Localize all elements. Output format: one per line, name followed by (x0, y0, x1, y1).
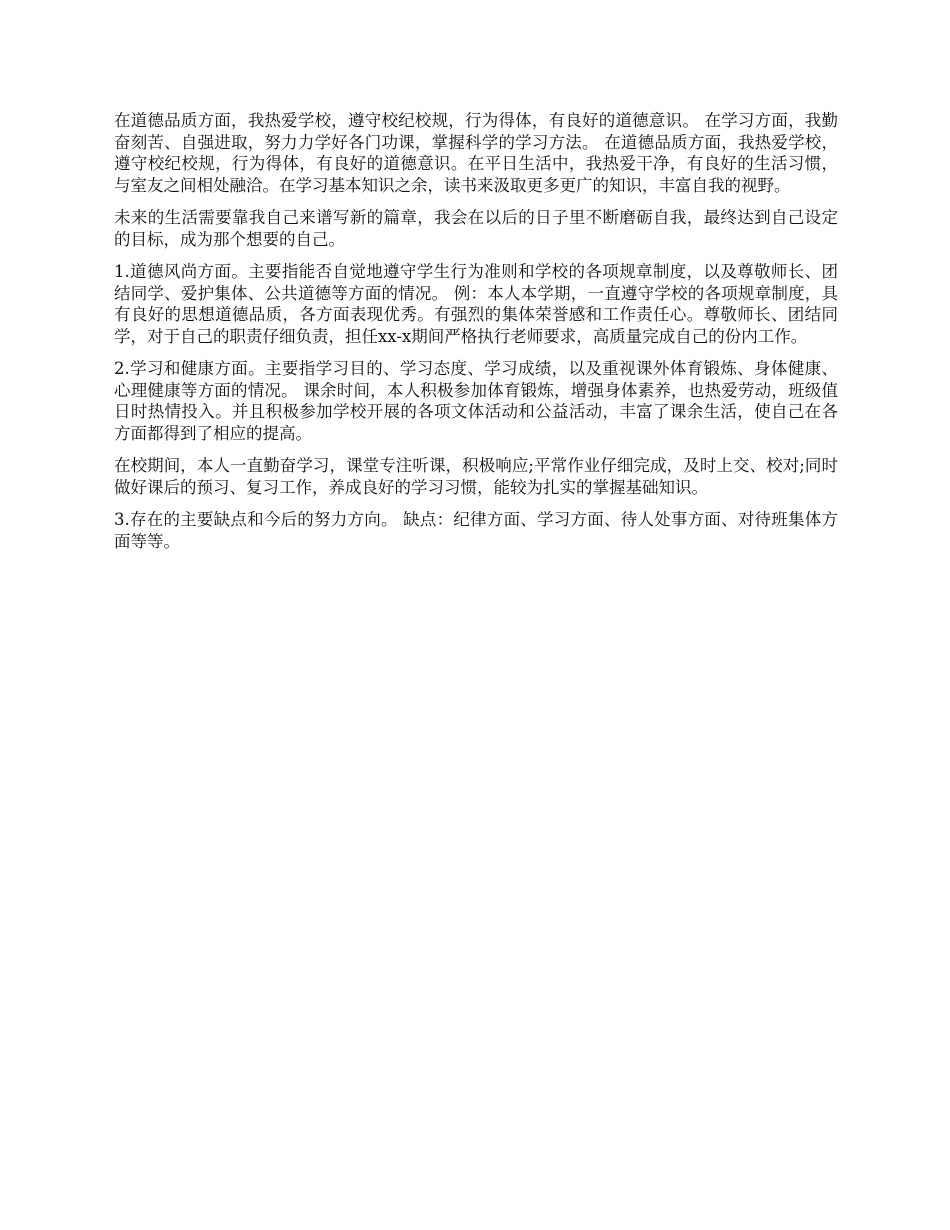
document-body (114, 110, 838, 563)
paragraph-shortcomings: 3.存在的主要缺点和今后的努力方向。 缺点：纪律方面、学习方面、待人处事方面、对待班集体方面等等。 (114, 510, 838, 551)
paragraph-study-health: 2.学习和健康方面。主要指学习目的、学习态度、学习成绩，以及重视课外体育锻炼、身体健康、心理健康等方面的情况。 课余时间，本人积极参加体育锻炼，增强身体素养，也热爱劳动，班级值日时热情投入。并且积极参加学校开展的各项文体活动和公益活动，丰富了课余生活，使自己在各方面都得到了相应的提高。 (114, 359, 838, 443)
paragraph-school-period: 在校期间，本人一直勤奋学习，课堂专注听课，积极响应;平常作业仔细完成，及时上交、校对;同时做好课后的预习、复习工作，养成良好的学习习惯，能较为扎实的掌握基础知识。 (114, 456, 838, 497)
paragraph-moral-quality: 在道德品质方面，我热爱学校，遵守校纪校规，行为得体，有良好的道德意识。 在学习方面，我勤奋刻苦、自强进取，努力力学好各门功课，掌握科学的学习方法。 在道德品质方面，我热爱学校，遵守校纪校规，行为得体，有良好的道德意识。在平日生活中，我热爱干净，有良好的生活习惯，与室友之间相处融洽。在学习基本知识之余，读书来汲取更多更广的知识，丰富自我的视野。 (114, 111, 838, 195)
paragraph-future-goals: 未来的生活需要靠我自己来谱写新的篇章，我会在以后的日子里不断磨砺自我，最终达到自己设定的目标，成为那个想要的自己。 (114, 208, 838, 249)
paragraph-moral-conduct: 1.道德风尚方面。主要指能否自觉地遵守学生行为准则和学校的各项规章制度，以及尊敬师长、团结同学、爱护集体、公共道德等方面的情况。 例：本人本学期，一直遵守学校的各项规章制度，具有良好的思想道德品质，各方面表现优秀。有强烈的集体荣誉感和工作责任心。尊敬师长、团结同学，对于自己的职责仔细负责，担任xx-x期间严格执行老师要求，高质量完成自己的份内工作。 (114, 262, 838, 346)
